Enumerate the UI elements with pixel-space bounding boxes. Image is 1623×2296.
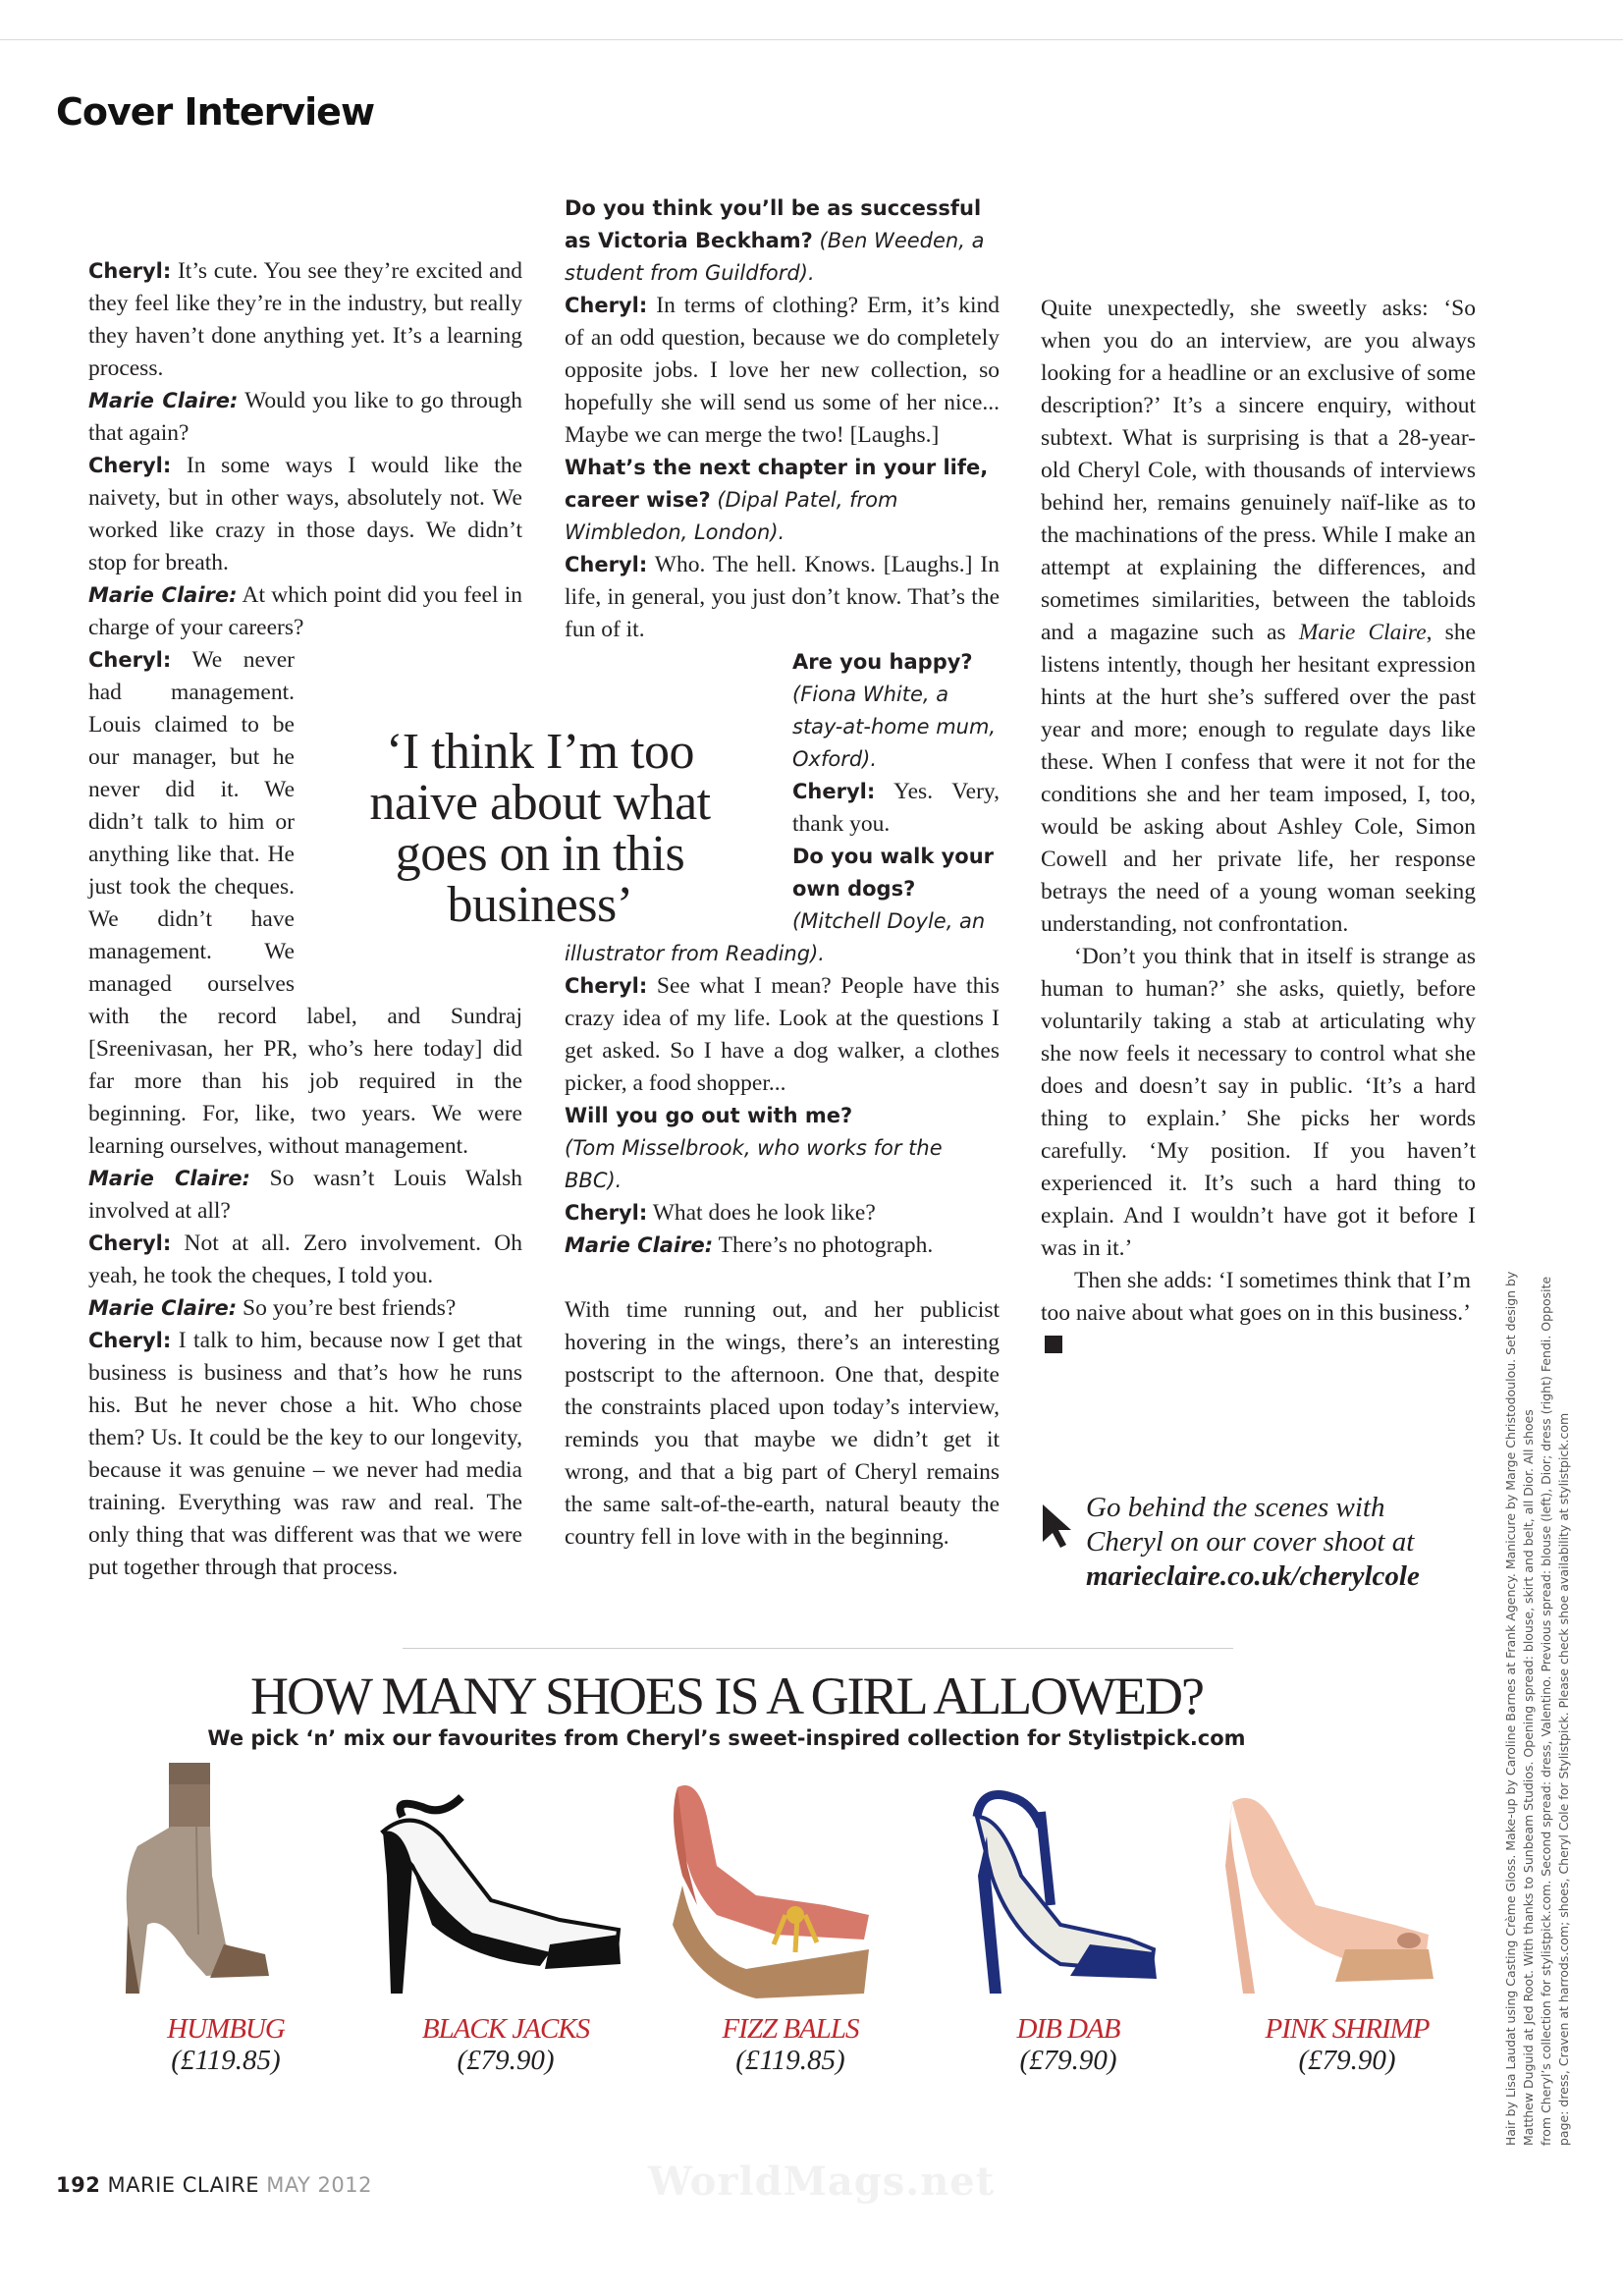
shoe-image-fizz-balls[interactable] xyxy=(628,1758,893,2003)
speaker-label: Cheryl: xyxy=(565,1201,648,1225)
paragraph xyxy=(88,1228,522,1292)
paragraph xyxy=(88,579,522,644)
paragraph-text: , she listens intently, though her hesitant expression hints at the hurt she’s suffered over the past year and more; enough to regulate days like these. When I confess that were it not for the conditions she and her team imposed, I, too, would be asking about Ashley Cole, Simon Cowell and her private life, her response betrays the need of a young woman seeking understanding, not confrontation. xyxy=(1041,620,1477,937)
speaker-label: Cheryl: xyxy=(792,780,876,803)
promo-line: Go behind the scenes with xyxy=(1086,1492,1385,1523)
promo-url[interactable]: marieclaire.co.uk/cherylcole xyxy=(1086,1560,1420,1592)
shoe-label-humbug[interactable] xyxy=(118,2013,334,2076)
page-footer xyxy=(56,2173,372,2197)
question xyxy=(565,192,1000,290)
paragraph-text: So wasn’t Louis Walsh involved at all? xyxy=(88,1166,522,1224)
paragraph xyxy=(88,1325,522,1584)
shoe-image-humbug[interactable] xyxy=(79,1758,295,2003)
speaker-label: Marie Claire: xyxy=(88,389,239,412)
shoe-image-dib-dab[interactable] xyxy=(943,1758,1178,2003)
shoe-price: (£119.85) xyxy=(735,2045,845,2076)
answer xyxy=(565,970,1000,1100)
shoe-image-black-jacks[interactable] xyxy=(353,1758,638,2003)
speaker-label: Marie Claire: xyxy=(565,1233,714,1257)
answer-text: In terms of clothing? Erm, it’s kind of an odd question, because we do completely opposite jobs. I love her new collection, so hopefully she will send us some of her nice... Maybe we can merge the two! [Laughs.] xyxy=(565,293,1000,448)
answer-text: There’s no photograph. xyxy=(713,1232,934,1258)
paragraph-gap xyxy=(565,1262,1000,1294)
web-promo xyxy=(1041,1491,1492,1599)
paragraph xyxy=(88,450,522,579)
watermark: WorldMags.net xyxy=(648,2159,996,2205)
paragraph: With time running out, and her publicist hovering in the wings, there’s an interesting postscript to the afternoon. One that, despite the constraints placed upon today’s interview, reminds you that maybe we didn’t get it wrong, and that a big part of Cheryl remains the same salt-of-the-earth, natural beauty the country fell in love with in the beginning. xyxy=(565,1297,1000,1550)
speaker-label: Marie Claire: xyxy=(88,583,238,607)
cursor-arrow-icon xyxy=(1041,1503,1078,1550)
promo-text xyxy=(1086,1491,1420,1594)
shoe-name: BLACK JACKS xyxy=(421,2013,590,2045)
end-mark-icon xyxy=(1045,1336,1062,1353)
paragraph-text: Would you like to go through that again? xyxy=(88,388,523,446)
speaker-label: Cheryl: xyxy=(88,454,172,477)
shoe-price: (£79.90) xyxy=(1298,2045,1396,2076)
question-credit: (Tom Misselbrook, who works for the BBC). xyxy=(565,1136,943,1192)
answer-text: Yes. Very, thank you. xyxy=(792,779,1000,837)
answer xyxy=(565,290,1000,452)
shoe-label-dib-dab[interactable] xyxy=(960,2013,1176,2076)
paragraph xyxy=(88,385,522,450)
speaker-label: Cheryl: xyxy=(88,1231,172,1255)
question-text: Do you think you’ll be as successful as Victoria Beckham? xyxy=(565,196,982,252)
question-text: Are you happy? xyxy=(792,650,973,674)
shoe-label-fizz-balls[interactable] xyxy=(682,2013,898,2076)
speaker-label: Marie Claire: xyxy=(88,1296,238,1320)
top-rule xyxy=(0,39,1623,40)
credits-line: Hair by Lisa Laudat using Casting Crème Gloss. Make-up by Caroline Barnes at Frank Agency. Manicure by Marge Christodoulou. Set design by Matthew Duguid at Jed Root. With thanks to Sunbeam Studios. Opening spread: blouse, skirt and belt, all Dior. All shoes xyxy=(1503,1271,1536,2146)
paragraph-text: I talk to him, because now I get that business is business and that’s how he runs his. But he never chose a hit. Who chose them? Us. It could be the key to our longevity, because it was genuine – we never had media training. Everything was raw and real. The only thing that was different was that we were put together through that process. xyxy=(88,1328,522,1580)
paragraph xyxy=(1041,293,1476,941)
answer xyxy=(565,1230,1000,1262)
paragraph: ‘Don’t you think that in itself is strange as human to human?’ she asks, quietly, before voluntarily taking a stab at articulating why she now feels it necessary to control what she does and doesn’t say in public. ‘It’s a hard thing to explain.’ She picks her words carefully. ‘My position. If you haven’t experienced it. It’s such a hard thing to explain. And I wouldn’t have got it before I was in it.’ xyxy=(1041,944,1476,1261)
speaker-label: Cheryl: xyxy=(565,553,648,576)
section-label: Cover Interview xyxy=(56,90,375,134)
magazine-title: MARIE CLAIRE xyxy=(107,2173,260,2197)
paragraph-text: Not at all. Zero involvement. Oh yeah, he took the cheques, I told you. xyxy=(88,1230,522,1288)
answer xyxy=(565,549,1000,646)
speaker-label: Cheryl: xyxy=(88,1329,172,1352)
promo-line: Cheryl on our cover shoot at xyxy=(1086,1526,1415,1558)
question-text: Do you walk your own dogs? xyxy=(792,845,995,901)
shoe-banner-subtitle: We pick ‘n’ mix our favourites from Cheryl’s sweet-inspired collection for Stylistpick.com xyxy=(207,1726,1246,1750)
question-credit: (Dipal Patel, from Wimbledon, London). xyxy=(565,488,898,544)
paragraph-text: At which point did you feel in charge of your careers? xyxy=(88,582,522,640)
question-credit: (Fiona White, a stay-at-home mum, Oxford). xyxy=(792,683,997,771)
section-divider xyxy=(403,1648,1233,1649)
paragraph xyxy=(88,255,522,385)
speaker-label: Cheryl: xyxy=(565,294,648,317)
paragraph-text: Quite unexpectedly, she sweetly asks: ‘So when you do an interview, are you always looking for a headline or an exclusive of some description?’ It’s a sincere enquiry, without subtext. What is surprising is that a 28-year-old Cheryl Cole, with thousands of interviews behind her, remains genuinely naïf-like as to the machinations of the press. While I make an attempt at explaining the differences, and sometimes similarities, between the tabloids and a magazine such as xyxy=(1041,296,1476,645)
paragraph-text: In some ways I would like the naivety, but in other ways, absolutely not. We worked like crazy in those days. We didn’t stop for breath. xyxy=(88,453,522,575)
shoe-banner-title: HOW MANY SHOES IS A GIRL ALLOWED? xyxy=(250,1667,1203,1725)
question-text: What’s the next chapter in your life, career wise? xyxy=(565,456,989,512)
answer-text: Who. The hell. Knows. [Laughs.] In life, in general, you just don’t know. That’s the fun of it. xyxy=(565,552,1000,642)
speaker-label: Marie Claire: xyxy=(88,1167,250,1190)
paragraph-text: So you’re best friends? xyxy=(237,1295,457,1321)
answer-text: See what I mean? People have this crazy idea of my life. Look at the questions I get asked. So I have a dog walker, a clothes picker, a food shopper... xyxy=(565,973,1000,1096)
speaker-label: Cheryl: xyxy=(88,259,172,283)
paragraph xyxy=(88,1292,522,1325)
shoe-price: (£79.90) xyxy=(1019,2045,1117,2076)
question-credit: (Mitchell Doyle, an illustrator from Reading). xyxy=(565,909,986,965)
issue-date: MAY 2012 xyxy=(266,2173,373,2197)
magazine-name: Marie Claire xyxy=(1298,620,1427,645)
paragraph-text: It’s cute. You see they’re excited and they feel like they’re in the industry, but really they haven’t done anything yet. It’s a learning process. xyxy=(88,258,522,381)
answer-text: What does he look like? xyxy=(647,1200,876,1226)
question-text: Will you go out with me? xyxy=(565,1104,853,1127)
shoe-name: DIB DAB xyxy=(1016,2013,1120,2045)
paragraph-text: Then she adds: ‘I sometimes think that I’m too naive about what goes on in this business.’ xyxy=(1041,1268,1471,1326)
paragraph xyxy=(88,1163,522,1228)
question-credit: (Ben Weeden, a student from Guildford). xyxy=(565,229,985,285)
credits-line: from Cheryl’s collection for stylistpick.com. Second spread: dress, Valentino. Previous spread: blouse (left), Dior; dress (right) Fendi. Opposite page: dress, Craven at harrods.com; shoes, Cheryl Cole for Stylistpick. Please check shoe availability at stylistpick.com xyxy=(1539,1276,1571,2146)
shoe-price: (£79.90) xyxy=(457,2045,555,2076)
shoe-image-pink-shrimp[interactable] xyxy=(1198,1758,1453,2003)
shoe-name: FIZZ BALLS xyxy=(722,2013,859,2045)
speaker-label: Cheryl: xyxy=(88,648,172,672)
photo-credits xyxy=(1502,1262,1573,2146)
pull-quote-wrap-block xyxy=(565,646,1000,1100)
shoe-label-pink-shrimp[interactable] xyxy=(1239,2013,1455,2076)
shoe-name: HUMBUG xyxy=(167,2013,285,2045)
promo-link[interactable] xyxy=(1086,1559,1420,1594)
speaker-label: Cheryl: xyxy=(565,974,648,998)
shoe-price: (£119.85) xyxy=(171,2045,281,2076)
article-column-3 xyxy=(1041,293,1476,1362)
pull-quote-space xyxy=(565,679,792,938)
article-column-2 xyxy=(565,192,1000,1554)
answer xyxy=(565,1197,1000,1230)
paragraph-text: We never had management. Louis claimed to be our manager, but he never did it. We didn’t talk to him or anything like that. He just took the cheques. We didn’t have management. We managed ourselves with the record label, and Sundraj [Sreenivasan, her PR, who’s here today] did far more than his job required in the beginning. For, like, two years. We were learning ourselves, without management. xyxy=(88,647,522,1159)
shoe-name: PINK SHRIMP xyxy=(1265,2013,1430,2045)
paragraph xyxy=(1041,1265,1476,1362)
pull-quote: ‘I think I’m too naive about what goes on in this business’ xyxy=(369,724,711,933)
question xyxy=(565,1100,1000,1197)
question xyxy=(565,452,1000,549)
page-number: 192 xyxy=(56,2173,101,2197)
shoe-label-black-jacks[interactable] xyxy=(398,2013,614,2076)
